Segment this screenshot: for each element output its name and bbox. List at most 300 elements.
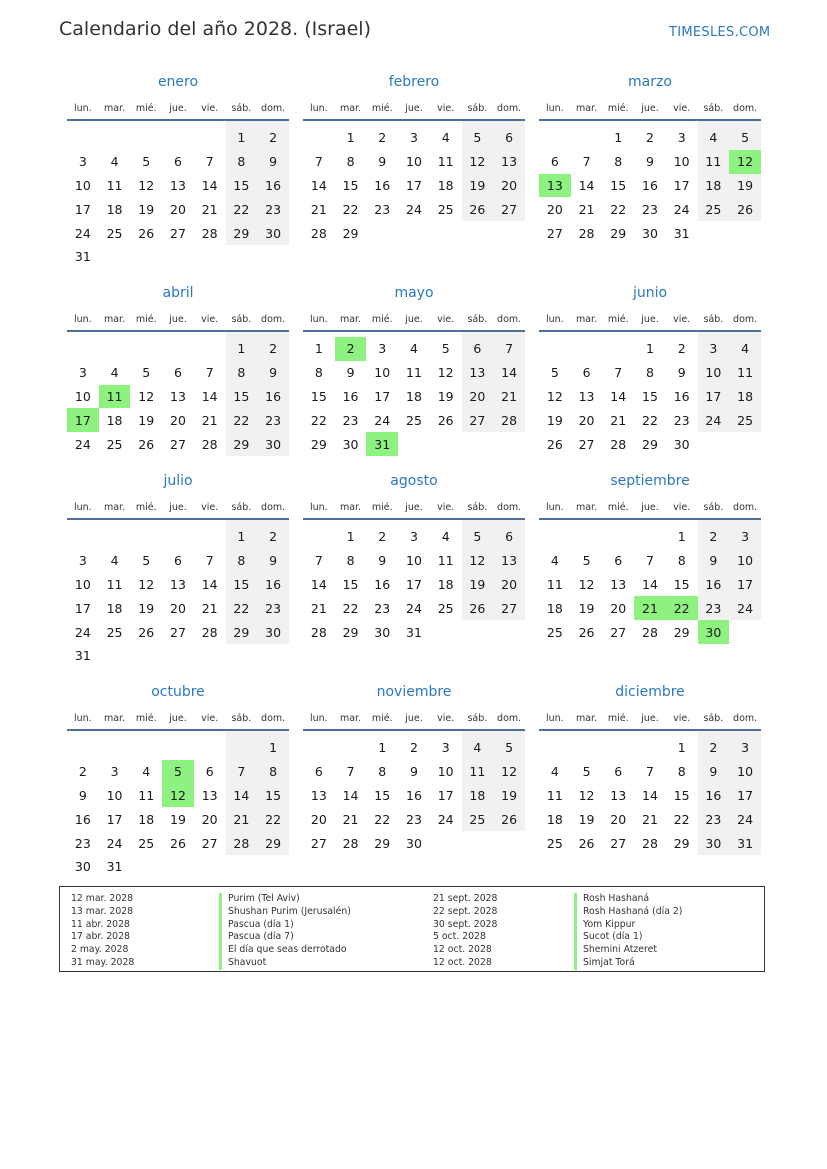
day-cell[interactable]: 10	[406, 553, 422, 569]
day-cell[interactable]: 7	[205, 553, 214, 569]
day-cell[interactable]: 22	[642, 412, 658, 428]
day-cell[interactable]: 25	[546, 835, 563, 851]
day-cell[interactable]: 19	[170, 811, 186, 827]
day-cell[interactable]: 12	[138, 388, 155, 404]
day-cell[interactable]: 22	[610, 201, 627, 217]
day-cell[interactable]: 26	[578, 835, 595, 851]
day-cell[interactable]: 21	[226, 807, 258, 831]
day-cell[interactable]: 1	[346, 130, 355, 146]
day-cell[interactable]: 12	[462, 150, 494, 174]
day-cell[interactable]: 23	[74, 835, 91, 851]
day-cell[interactable]: 27	[546, 225, 563, 241]
day-cell[interactable]: 17	[729, 573, 761, 597]
holiday-day-cell[interactable]: 30	[698, 620, 730, 644]
day-cell[interactable]: 11	[546, 576, 563, 592]
day-cell[interactable]: 29	[257, 831, 289, 855]
day-cell[interactable]: 22	[374, 811, 391, 827]
day-cell[interactable]: 27	[201, 835, 218, 851]
day-cell[interactable]: 8	[378, 764, 387, 780]
day-cell[interactable]: 22	[257, 807, 289, 831]
day-cell[interactable]: 23	[406, 811, 422, 827]
day-cell[interactable]: 15	[342, 177, 359, 193]
day-cell[interactable]: 24	[374, 412, 391, 428]
day-cell[interactable]: 24	[729, 807, 761, 831]
day-cell[interactable]: 13	[201, 787, 218, 803]
day-cell[interactable]: 20	[546, 201, 563, 217]
day-cell[interactable]: 17	[374, 388, 391, 404]
day-cell[interactable]: 18	[729, 385, 761, 409]
day-cell[interactable]: 2	[257, 525, 289, 549]
day-cell[interactable]: 31	[729, 831, 761, 855]
day-cell[interactable]: 4	[110, 553, 119, 569]
day-cell[interactable]: 23	[642, 201, 658, 217]
day-cell[interactable]: 24	[74, 225, 91, 241]
day-cell[interactable]: 20	[201, 811, 218, 827]
day-cell[interactable]: 26	[138, 624, 155, 640]
day-cell[interactable]: 27	[493, 596, 525, 620]
day-cell[interactable]: 9	[645, 154, 654, 170]
day-cell[interactable]: 24	[698, 408, 730, 432]
day-cell[interactable]: 20	[610, 600, 627, 616]
day-cell[interactable]: 15	[226, 573, 258, 597]
day-cell[interactable]: 18	[106, 412, 123, 428]
day-cell[interactable]: 10	[729, 760, 761, 784]
day-cell[interactable]: 24	[74, 624, 91, 640]
day-cell[interactable]: 23	[374, 201, 391, 217]
day-cell[interactable]: 7	[205, 154, 214, 170]
day-cell[interactable]: 8	[645, 365, 654, 381]
day-cell[interactable]: 5	[462, 525, 494, 549]
day-cell[interactable]: 25	[106, 436, 123, 452]
day-cell[interactable]: 6	[614, 553, 623, 569]
day-cell[interactable]: 1	[314, 341, 323, 357]
day-cell[interactable]: 29	[226, 221, 258, 245]
day-cell[interactable]: 1	[226, 126, 258, 150]
day-cell[interactable]: 11	[106, 576, 123, 592]
day-cell[interactable]: 26	[578, 624, 595, 640]
day-cell[interactable]: 19	[138, 412, 155, 428]
day-cell[interactable]: 16	[406, 787, 422, 803]
day-cell[interactable]: 7	[645, 764, 654, 780]
day-cell[interactable]: 14	[226, 784, 258, 808]
day-cell[interactable]: 1	[677, 529, 686, 545]
day-cell[interactable]: 4	[550, 764, 559, 780]
day-cell[interactable]: 7	[226, 760, 258, 784]
day-cell[interactable]: 3	[729, 525, 761, 549]
day-cell[interactable]: 10	[74, 388, 91, 404]
day-cell[interactable]: 21	[201, 600, 218, 616]
day-cell[interactable]: 8	[346, 154, 355, 170]
day-cell[interactable]: 26	[546, 436, 563, 452]
day-cell[interactable]: 19	[462, 573, 494, 597]
day-cell[interactable]: 13	[170, 576, 186, 592]
day-cell[interactable]: 9	[677, 365, 686, 381]
day-cell[interactable]: 22	[226, 596, 258, 620]
day-cell[interactable]: 10	[729, 549, 761, 573]
day-cell[interactable]: 21	[310, 600, 327, 616]
day-cell[interactable]: 19	[138, 201, 155, 217]
day-cell[interactable]: 26	[729, 197, 761, 221]
day-cell[interactable]: 3	[378, 341, 387, 357]
day-cell[interactable]: 28	[342, 835, 359, 851]
day-cell[interactable]: 21	[578, 201, 595, 217]
day-cell[interactable]: 15	[226, 174, 258, 198]
day-cell[interactable]: 28	[201, 436, 218, 452]
day-cell[interactable]: 9	[409, 764, 418, 780]
day-cell[interactable]: 6	[550, 154, 559, 170]
day-cell[interactable]: 2	[257, 126, 289, 150]
day-cell[interactable]: 16	[374, 576, 391, 592]
day-cell[interactable]: 4	[142, 764, 151, 780]
day-cell[interactable]: 25	[138, 835, 155, 851]
day-cell[interactable]: 23	[257, 408, 289, 432]
day-cell[interactable]: 31	[106, 859, 123, 875]
day-cell[interactable]: 10	[74, 576, 91, 592]
day-cell[interactable]: 5	[142, 154, 151, 170]
day-cell[interactable]: 5	[142, 365, 151, 381]
day-cell[interactable]: 2	[378, 529, 387, 545]
day-cell[interactable]: 26	[493, 807, 525, 831]
holiday-day-cell[interactable]: 22	[666, 596, 698, 620]
day-cell[interactable]: 25	[437, 201, 454, 217]
day-cell[interactable]: 24	[406, 600, 422, 616]
day-cell[interactable]: 4	[462, 736, 494, 760]
day-cell[interactable]: 13	[610, 576, 627, 592]
day-cell[interactable]: 28	[310, 624, 327, 640]
day-cell[interactable]: 18	[437, 576, 454, 592]
day-cell[interactable]: 28	[578, 225, 595, 241]
day-cell[interactable]: 9	[698, 549, 730, 573]
day-cell[interactable]: 17	[406, 177, 422, 193]
day-cell[interactable]: 18	[106, 201, 123, 217]
day-cell[interactable]: 14	[310, 576, 327, 592]
day-cell[interactable]: 20	[493, 174, 525, 198]
day-cell[interactable]: 23	[673, 412, 690, 428]
holiday-day-cell[interactable]: 13	[539, 174, 571, 198]
holiday-day-cell[interactable]: 2	[335, 337, 367, 361]
day-cell[interactable]: 29	[374, 835, 391, 851]
day-cell[interactable]: 13	[493, 549, 525, 573]
day-cell[interactable]: 8	[614, 154, 623, 170]
holiday-day-cell[interactable]: 11	[99, 385, 131, 409]
day-cell[interactable]: 3	[698, 337, 730, 361]
day-cell[interactable]: 18	[462, 784, 494, 808]
day-cell[interactable]: 10	[106, 787, 123, 803]
day-cell[interactable]: 1	[614, 130, 623, 146]
day-cell[interactable]: 27	[310, 835, 327, 851]
day-cell[interactable]: 4	[110, 154, 119, 170]
day-cell[interactable]: 12	[578, 787, 595, 803]
day-cell[interactable]: 17	[673, 177, 690, 193]
day-cell[interactable]: 16	[642, 177, 658, 193]
day-cell[interactable]: 17	[406, 576, 422, 592]
day-cell[interactable]: 25	[462, 807, 494, 831]
day-cell[interactable]: 21	[642, 811, 658, 827]
holiday-day-cell[interactable]: 12	[162, 784, 194, 808]
day-cell[interactable]: 3	[441, 740, 450, 756]
day-cell[interactable]: 30	[74, 859, 91, 875]
day-cell[interactable]: 25	[106, 225, 123, 241]
day-cell[interactable]: 27	[170, 225, 186, 241]
day-cell[interactable]: 18	[546, 600, 563, 616]
day-cell[interactable]: 18	[106, 600, 123, 616]
day-cell[interactable]: 5	[462, 126, 494, 150]
day-cell[interactable]: 11	[729, 361, 761, 385]
day-cell[interactable]: 11	[546, 787, 563, 803]
day-cell[interactable]: 18	[546, 811, 563, 827]
day-cell[interactable]: 5	[142, 553, 151, 569]
day-cell[interactable]: 22	[342, 201, 359, 217]
day-cell[interactable]: 6	[614, 764, 623, 780]
day-cell[interactable]: 31	[74, 648, 91, 664]
day-cell[interactable]: 4	[729, 337, 761, 361]
day-cell[interactable]: 26	[462, 197, 494, 221]
holiday-day-cell[interactable]: 5	[162, 760, 194, 784]
day-cell[interactable]: 3	[78, 154, 87, 170]
day-cell[interactable]: 21	[493, 385, 525, 409]
day-cell[interactable]: 30	[374, 624, 391, 640]
day-cell[interactable]: 16	[698, 573, 730, 597]
day-cell[interactable]: 7	[645, 553, 654, 569]
day-cell[interactable]: 20	[170, 600, 186, 616]
day-cell[interactable]: 5	[441, 341, 450, 357]
day-cell[interactable]: 8	[226, 150, 258, 174]
day-cell[interactable]: 24	[673, 201, 690, 217]
day-cell[interactable]: 20	[170, 412, 186, 428]
day-cell[interactable]: 7	[314, 154, 323, 170]
day-cell[interactable]: 18	[437, 177, 454, 193]
day-cell[interactable]: 30	[698, 831, 730, 855]
day-cell[interactable]: 27	[610, 835, 627, 851]
day-cell[interactable]: 4	[441, 529, 450, 545]
day-cell[interactable]: 3	[78, 365, 87, 381]
day-cell[interactable]: 2	[677, 341, 686, 357]
day-cell[interactable]: 21	[310, 201, 327, 217]
day-cell[interactable]: 30	[257, 620, 289, 644]
day-cell[interactable]: 6	[582, 365, 591, 381]
day-cell[interactable]: 13	[610, 787, 627, 803]
day-cell[interactable]: 24	[74, 436, 91, 452]
day-cell[interactable]: 19	[462, 174, 494, 198]
day-cell[interactable]: 29	[226, 620, 258, 644]
day-cell[interactable]: 3	[729, 736, 761, 760]
day-cell[interactable]: 29	[610, 225, 627, 241]
day-cell[interactable]: 3	[78, 553, 87, 569]
day-cell[interactable]: 30	[342, 436, 359, 452]
day-cell[interactable]: 15	[226, 385, 258, 409]
day-cell[interactable]: 8	[226, 549, 258, 573]
day-cell[interactable]: 12	[578, 576, 595, 592]
day-cell[interactable]: 7	[582, 154, 591, 170]
day-cell[interactable]: 10	[74, 177, 91, 193]
day-cell[interactable]: 24	[437, 811, 454, 827]
day-cell[interactable]: 13	[170, 388, 186, 404]
day-cell[interactable]: 27	[610, 624, 627, 640]
day-cell[interactable]: 23	[257, 596, 289, 620]
day-cell[interactable]: 17	[74, 600, 91, 616]
day-cell[interactable]: 9	[78, 787, 87, 803]
day-cell[interactable]: 1	[677, 740, 686, 756]
day-cell[interactable]: 25	[106, 624, 123, 640]
day-cell[interactable]: 2	[698, 736, 730, 760]
day-cell[interactable]: 4	[441, 130, 450, 146]
day-cell[interactable]: 26	[462, 596, 494, 620]
day-cell[interactable]: 21	[342, 811, 359, 827]
holiday-day-cell[interactable]: 31	[366, 432, 398, 456]
day-cell[interactable]: 16	[374, 177, 391, 193]
day-cell[interactable]: 30	[642, 225, 658, 241]
brand-link[interactable]: TIMESLES.COM	[669, 25, 771, 40]
day-cell[interactable]: 7	[346, 764, 355, 780]
day-cell[interactable]: 8	[226, 361, 258, 385]
day-cell[interactable]: 24	[406, 201, 422, 217]
day-cell[interactable]: 6	[462, 337, 494, 361]
day-cell[interactable]: 3	[110, 764, 119, 780]
day-cell[interactable]: 28	[610, 436, 627, 452]
holiday-day-cell[interactable]: 17	[67, 408, 99, 432]
day-cell[interactable]: 29	[342, 225, 359, 241]
day-cell[interactable]: 20	[578, 412, 595, 428]
day-cell[interactable]: 5	[550, 365, 559, 381]
day-cell[interactable]: 25	[406, 412, 422, 428]
day-cell[interactable]: 22	[310, 412, 327, 428]
day-cell[interactable]: 11	[437, 553, 454, 569]
day-cell[interactable]: 26	[170, 835, 186, 851]
day-cell[interactable]: 5	[582, 764, 591, 780]
day-cell[interactable]: 7	[614, 365, 623, 381]
day-cell[interactable]: 11	[437, 154, 454, 170]
day-cell[interactable]: 17	[729, 784, 761, 808]
day-cell[interactable]: 23	[374, 600, 391, 616]
day-cell[interactable]: 9	[257, 361, 289, 385]
day-cell[interactable]: 11	[106, 177, 123, 193]
day-cell[interactable]: 8	[314, 365, 323, 381]
day-cell[interactable]: 6	[493, 126, 525, 150]
day-cell[interactable]: 20	[462, 385, 494, 409]
day-cell[interactable]: 29	[310, 436, 327, 452]
day-cell[interactable]: 23	[698, 807, 730, 831]
day-cell[interactable]: 29	[342, 624, 359, 640]
day-cell[interactable]: 12	[437, 365, 454, 381]
day-cell[interactable]: 29	[226, 432, 258, 456]
day-cell[interactable]: 6	[493, 525, 525, 549]
day-cell[interactable]: 27	[493, 197, 525, 221]
day-cell[interactable]: 13	[462, 361, 494, 385]
day-cell[interactable]: 8	[346, 553, 355, 569]
day-cell[interactable]: 9	[257, 549, 289, 573]
day-cell[interactable]: 5	[493, 736, 525, 760]
day-cell[interactable]: 6	[173, 365, 182, 381]
day-cell[interactable]: 22	[342, 600, 359, 616]
day-cell[interactable]: 14	[578, 177, 595, 193]
day-cell[interactable]: 23	[257, 197, 289, 221]
day-cell[interactable]: 12	[138, 177, 155, 193]
day-cell[interactable]: 16	[698, 784, 730, 808]
day-cell[interactable]: 4	[409, 341, 418, 357]
day-cell[interactable]: 1	[226, 525, 258, 549]
day-cell[interactable]: 14	[642, 576, 658, 592]
day-cell[interactable]: 31	[406, 624, 422, 640]
day-cell[interactable]: 26	[437, 412, 454, 428]
day-cell[interactable]: 30	[257, 221, 289, 245]
day-cell[interactable]: 15	[374, 787, 391, 803]
day-cell[interactable]: 30	[406, 835, 422, 851]
day-cell[interactable]: 22	[673, 811, 690, 827]
day-cell[interactable]: 31	[74, 249, 91, 265]
holiday-day-cell[interactable]: 12	[729, 150, 761, 174]
day-cell[interactable]: 27	[578, 436, 595, 452]
day-cell[interactable]: 2	[409, 740, 418, 756]
day-cell[interactable]: 10	[437, 764, 454, 780]
day-cell[interactable]: 10	[374, 365, 391, 381]
day-cell[interactable]: 3	[677, 130, 686, 146]
day-cell[interactable]: 14	[201, 177, 218, 193]
day-cell[interactable]: 25	[546, 624, 563, 640]
day-cell[interactable]: 4	[550, 553, 559, 569]
day-cell[interactable]: 23	[698, 596, 730, 620]
day-cell[interactable]: 28	[642, 624, 658, 640]
day-cell[interactable]: 8	[677, 764, 686, 780]
day-cell[interactable]: 21	[610, 412, 627, 428]
day-cell[interactable]: 7	[493, 337, 525, 361]
day-cell[interactable]: 25	[729, 408, 761, 432]
day-cell[interactable]: 12	[138, 576, 155, 592]
day-cell[interactable]: 28	[201, 624, 218, 640]
day-cell[interactable]: 6	[173, 154, 182, 170]
day-cell[interactable]: 29	[642, 436, 658, 452]
day-cell[interactable]: 12	[493, 760, 525, 784]
day-cell[interactable]: 26	[138, 436, 155, 452]
day-cell[interactable]: 18	[138, 811, 155, 827]
day-cell[interactable]: 16	[673, 388, 690, 404]
day-cell[interactable]: 1	[645, 341, 654, 357]
day-cell[interactable]: 11	[406, 365, 422, 381]
day-cell[interactable]: 6	[173, 553, 182, 569]
day-cell[interactable]: 11	[138, 787, 155, 803]
day-cell[interactable]: 13	[578, 388, 595, 404]
day-cell[interactable]: 16	[342, 388, 359, 404]
day-cell[interactable]: 20	[170, 201, 186, 217]
day-cell[interactable]: 9	[378, 154, 387, 170]
day-cell[interactable]: 2	[257, 337, 289, 361]
day-cell[interactable]: 22	[226, 197, 258, 221]
day-cell[interactable]: 6	[314, 764, 323, 780]
day-cell[interactable]: 19	[578, 600, 595, 616]
day-cell[interactable]: 17	[74, 201, 91, 217]
day-cell[interactable]: 16	[257, 174, 289, 198]
day-cell[interactable]: 12	[462, 549, 494, 573]
day-cell[interactable]: 13	[170, 177, 186, 193]
day-cell[interactable]: 16	[257, 385, 289, 409]
day-cell[interactable]: 20	[310, 811, 327, 827]
day-cell[interactable]: 17	[106, 811, 123, 827]
day-cell[interactable]: 17	[698, 385, 730, 409]
day-cell[interactable]: 19	[578, 811, 595, 827]
day-cell[interactable]: 3	[409, 130, 418, 146]
day-cell[interactable]: 6	[205, 764, 214, 780]
day-cell[interactable]: 26	[138, 225, 155, 241]
day-cell[interactable]: 20	[493, 573, 525, 597]
day-cell[interactable]: 31	[673, 225, 690, 241]
holiday-day-cell[interactable]: 21	[634, 596, 666, 620]
day-cell[interactable]: 2	[645, 130, 654, 146]
day-cell[interactable]: 14	[642, 787, 658, 803]
day-cell[interactable]: 1	[226, 337, 258, 361]
day-cell[interactable]: 1	[257, 736, 289, 760]
day-cell[interactable]: 28	[226, 831, 258, 855]
day-cell[interactable]: 29	[673, 624, 690, 640]
day-cell[interactable]: 16	[257, 573, 289, 597]
